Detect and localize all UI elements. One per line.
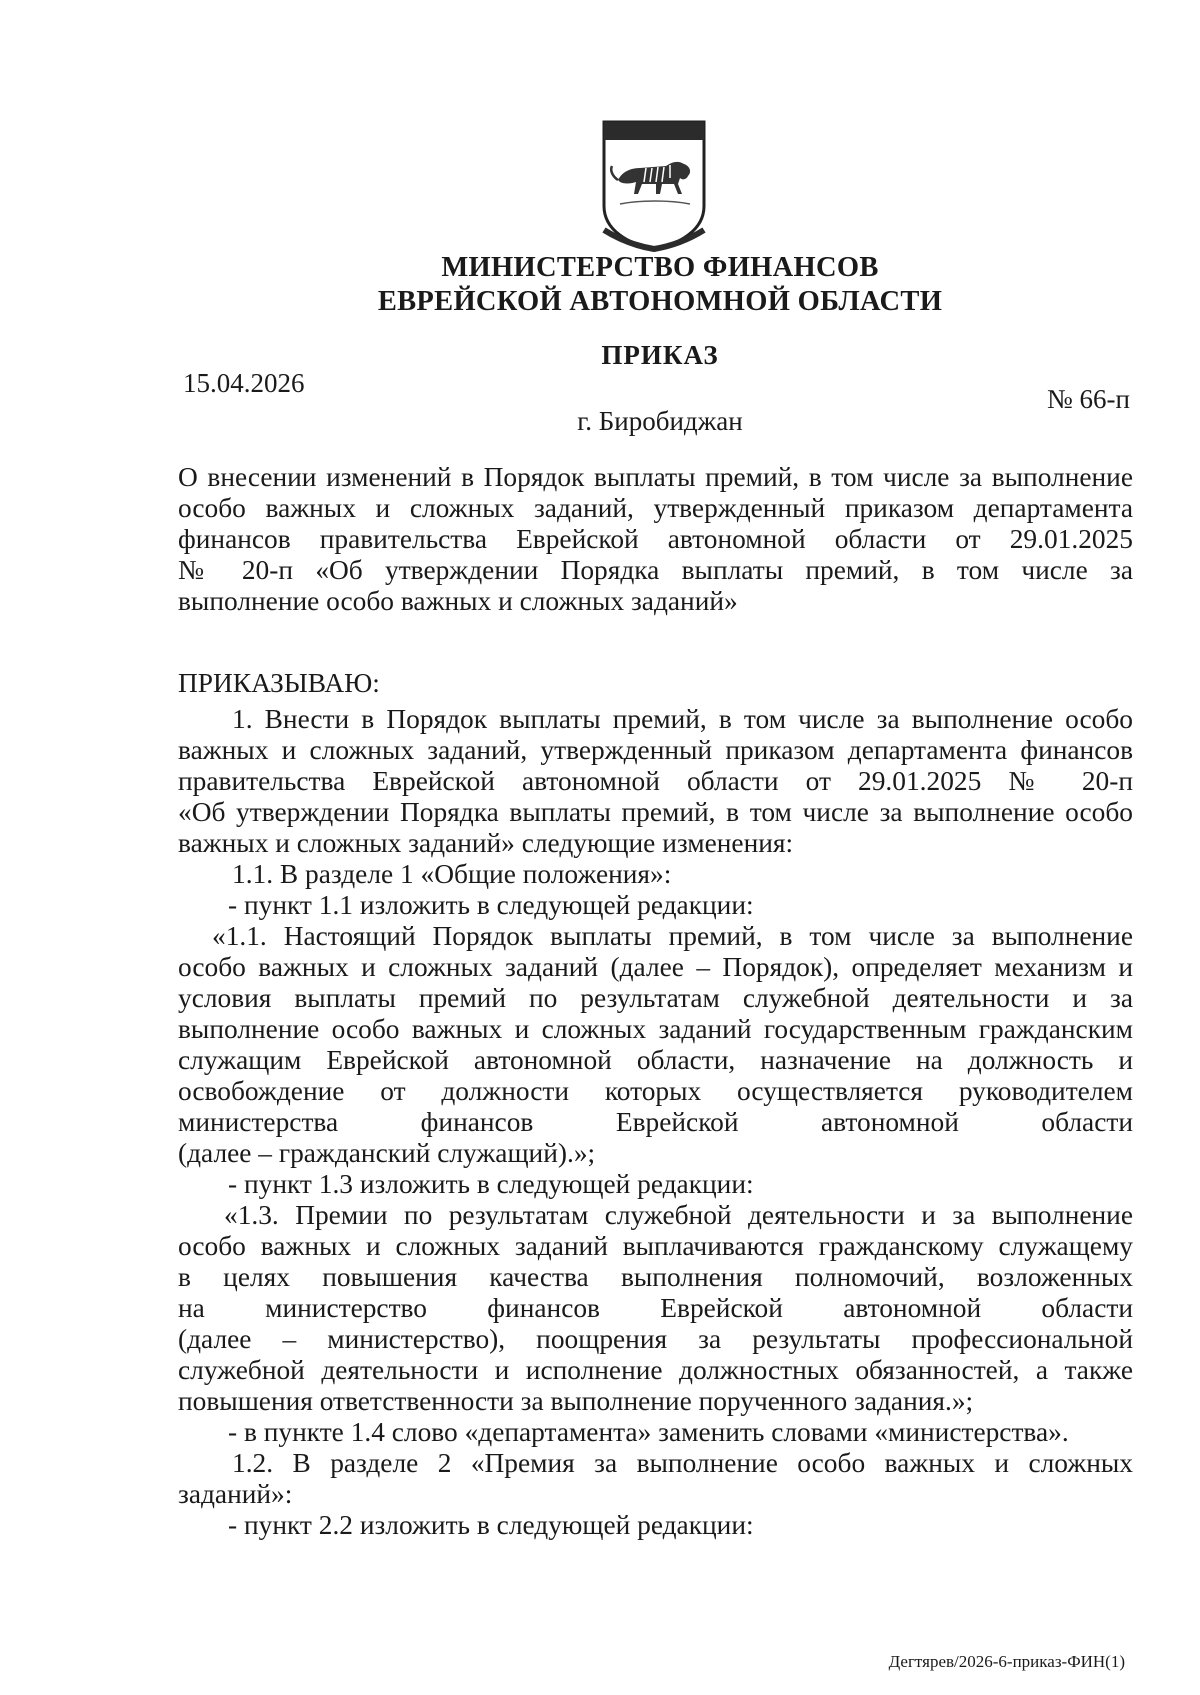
organization-name-line-1: МИНИСТЕРСТВО ФИНАНСОВ [441,252,879,283]
title-line: № 20-п «Об утверждении Порядка выплаты премий, в том числе за [178,555,1133,585]
body-line: особо важных и сложных заданий выплачиваются гражданскому служащему [178,1231,1133,1261]
body-line: 1. Внести в Порядок выплаты премий, в том числе за выполнение особо [232,704,1133,734]
title-line: особо важных и сложных заданий, утвержденный приказом департамента [178,493,1133,523]
body-line: служебной деятельности и исполнение должностных обязанностей, а также [178,1355,1133,1385]
title-line: финансов правительства Еврейской автономной области от 29.01.2025 [178,524,1133,554]
organization-name-line-2: ЕВРЕЙСКОЙ АВТОНОМНОЙ ОБЛАСТИ [377,286,943,317]
document-city: г. Биробиджан [577,406,743,436]
body-line: важных и сложных заданий» следующие изменения: [178,828,794,858]
body-line: - пункт 2.2 изложить в следующей редакции: [228,1510,754,1540]
body-line: в целях повышения качества выполнения полномочий, возложенных [178,1262,1133,1292]
document-type: ПРИКАЗ [601,340,719,370]
body-line: правительства Еврейской автономной области от 29.01.2025 № 20-п [178,766,1133,796]
body-line: выполнение особо важных и сложных заданий государственным гражданским [178,1014,1133,1044]
order-directive: ПРИКАЗЫВАЮ: [178,668,380,698]
order-body [178,704,1133,1541]
body-line: «1.1. Настоящий Порядок выплаты премий, в том числе за выполнение [212,921,1133,951]
body-line: освобождение от должности которых осуществляется руководителем [178,1076,1133,1106]
body-line: условия выплаты премий по результатам служебной деятельности и за [178,983,1133,1013]
order-title [178,462,1133,617]
body-line: 1.1. В разделе 1 «Общие положения»: [232,859,672,889]
body-line: (далее – гражданский служащий).»; [178,1138,596,1168]
body-line: важных и сложных заданий, утвержденный приказом департамента финансов [178,735,1133,765]
tiger-coat-of-arms-icon [600,118,708,252]
body-line: на министерство финансов Еврейской автономной области [178,1293,1133,1323]
footer-reference: Дегтярев/2026-6-приказ-ФИН(1) [888,1652,1125,1671]
body-line: служащим Еврейской автономной области, назначение на должность и [178,1045,1133,1075]
body-line: «Об утверждении Порядка выплаты премий, в том числе за выполнение особо [178,797,1133,827]
title-line: выполнение особо важных и сложных заданий» [178,586,738,616]
document-number: № 66-п [1047,384,1130,414]
body-line: 1.2. В разделе 2 «Премия за выполнение особо важных и сложных [232,1448,1133,1478]
body-line: - пункт 1.3 изложить в следующей редакции: [228,1169,754,1199]
body-line: повышения ответственности за выполнение порученного задания.»; [178,1386,974,1416]
title-line: О внесении изменений в Порядок выплаты премий, в том числе за выполнение [178,462,1133,492]
body-line: - в пункте 1.4 слово «департамента» заменить словами «министерства». [228,1417,1069,1447]
body-line: заданий»: [178,1479,293,1509]
body-line: особо важных и сложных заданий (далее – Порядок), определяет механизм и [178,952,1133,982]
body-line: министерства финансов Еврейской автономной области [178,1107,1133,1137]
document-date: 15.04.2026 [183,368,305,398]
body-line: - пункт 1.1 изложить в следующей редакции: [228,890,754,920]
body-line: «1.3. Премии по результатам служебной деятельности и за выполнение [224,1200,1133,1230]
body-line: (далее – министерство), поощрения за результаты профессиональной [178,1324,1133,1354]
